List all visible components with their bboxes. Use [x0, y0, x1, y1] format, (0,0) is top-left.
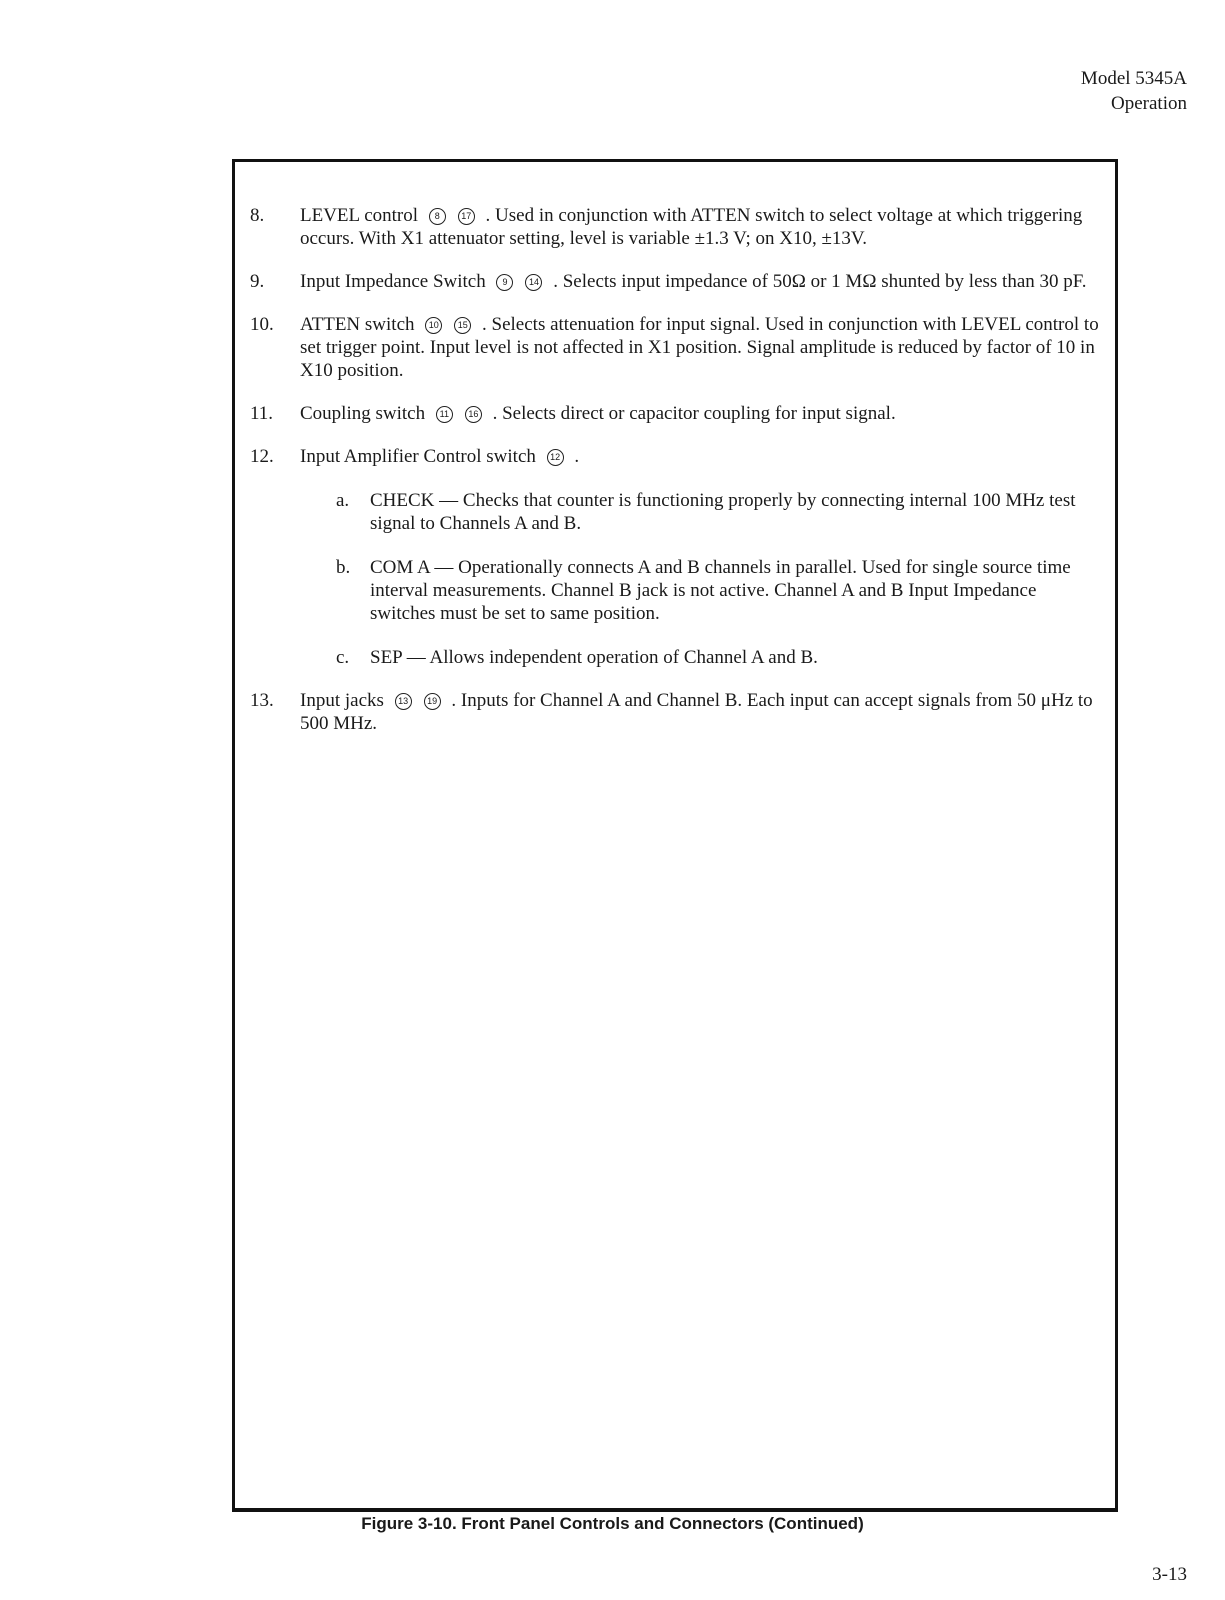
item-description: . Selects attenuation for input signal. Used in conjunction with LEVEL control to set trigger point. Input level is not affected in X1 position. Signal amplitude is reduced by factor of 10 in X10 position.	[300, 314, 1099, 381]
callout-marker: 11	[436, 406, 453, 423]
item-number: 11.	[250, 403, 274, 424]
sub-item	[336, 646, 1100, 669]
callout-marker: 14	[525, 274, 542, 291]
item-number: 13.	[250, 690, 274, 711]
list-item	[250, 313, 1100, 382]
sub-item-letter: b.	[336, 557, 351, 578]
figure-caption: Figure 3-10. Front Panel Controls and Connectors (Continued)	[361, 1514, 864, 1533]
section-label: Operation	[1111, 93, 1187, 114]
model-label: Model 5345A	[1080, 68, 1187, 89]
list-item	[250, 270, 1100, 293]
callout-marker: 10	[425, 317, 442, 334]
sub-item-text: CHECK — Checks that counter is functioning properly by connecting internal 100 MHz test signal to Channels A and B.	[370, 490, 1076, 534]
callout-marker: 13	[395, 693, 412, 710]
sub-item-text: COM A — Operationally connects A and B channels in parallel. Used for single source time interval measurements. Channel B jack is not active. Channel A and B Input Impedance switches must be set to same position.	[370, 557, 1071, 624]
item-number: 9.	[250, 271, 265, 292]
list-item	[250, 445, 1100, 669]
callout-marker: 8	[429, 208, 446, 225]
callout-marker: 12	[547, 449, 564, 466]
item-description: . Selects input impedance of 50Ω or 1 MΩ shunted by less than 30 pF.	[553, 271, 1087, 292]
control-name: Input Amplifier Control switch	[300, 446, 536, 467]
item-description: .	[574, 446, 580, 467]
item-description: . Used in conjunction with ATTEN switch to select voltage at which triggering occurs. With X1 attenuator setting, level is variable ±1.3 V; on X10, ±13V.	[300, 205, 1083, 249]
item-description: . Selects direct or capacitor coupling for input signal.	[492, 403, 896, 424]
control-name: Input jacks	[300, 690, 384, 711]
list-item	[250, 402, 1100, 425]
page-header	[1081, 66, 1187, 116]
item-number: 10.	[250, 314, 274, 335]
sub-item-text: SEP — Allows independent operation of Channel A and B.	[370, 647, 818, 668]
list-item	[250, 204, 1100, 250]
callout-marker: 16	[465, 406, 482, 423]
item-number: 12.	[250, 446, 274, 467]
callout-marker: 9	[496, 274, 513, 291]
controls-list	[250, 204, 1100, 755]
sub-item	[336, 489, 1100, 535]
list-item	[250, 689, 1100, 735]
item-number: 8.	[250, 205, 265, 226]
callout-marker: 15	[454, 317, 471, 334]
page-number: 3-13	[1152, 1564, 1187, 1585]
sub-item-letter: a.	[336, 490, 350, 511]
callout-marker: 19	[424, 693, 441, 710]
sub-item-letter: c.	[336, 647, 350, 668]
control-name: LEVEL control	[300, 205, 419, 226]
control-name: ATTEN switch	[300, 314, 415, 335]
control-name: Input Impedance Switch	[300, 271, 486, 292]
control-name: Coupling switch	[300, 403, 426, 424]
item-description: . Inputs for Channel A and Channel B. Each input can accept signals from 50 μHz to 500 MHz.	[300, 690, 1093, 734]
callout-marker: 17	[458, 208, 475, 225]
sub-item	[336, 556, 1100, 625]
